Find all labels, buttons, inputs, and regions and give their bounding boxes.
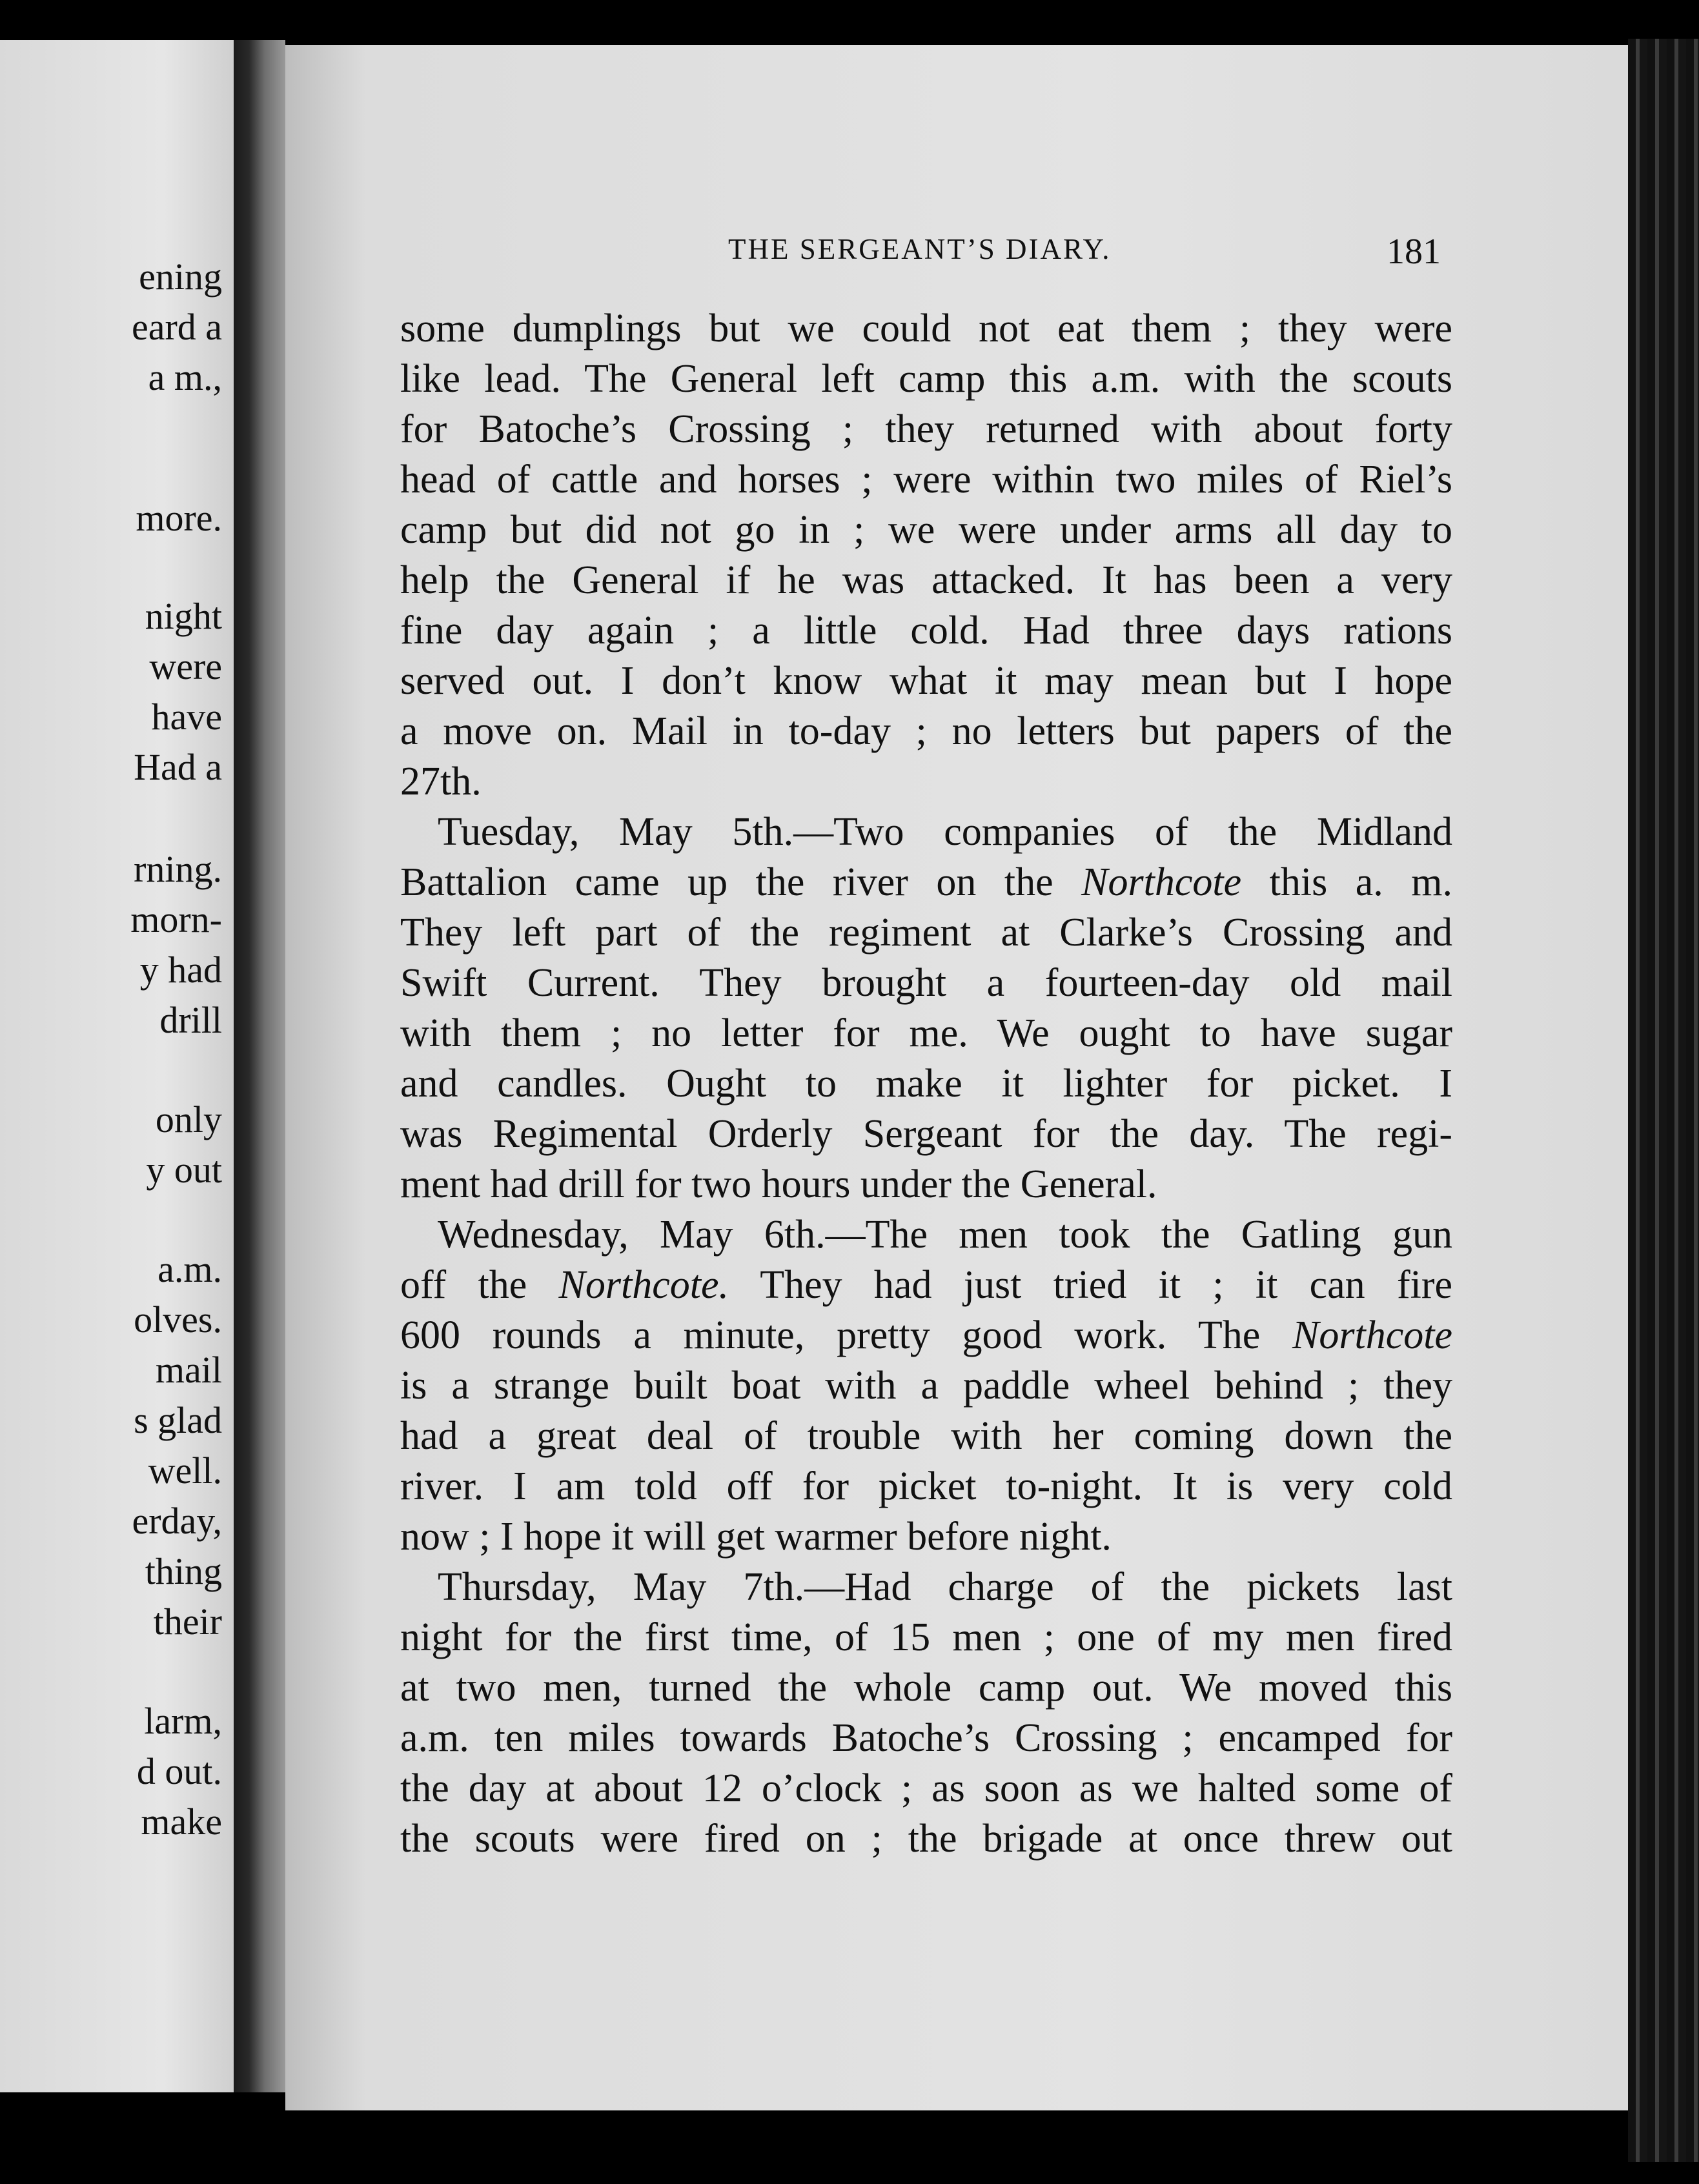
text-line: Battalion came up the river on the Northcote this a. m. (400, 860, 1452, 904)
text-line: like lead. The General left camp this a.m. with the scouts (400, 357, 1452, 401)
facing-page-line: a.m. (158, 1248, 222, 1290)
text-line: Swift Current. They brought a fourteen-day old mail (400, 961, 1452, 1005)
facing-page-line: drill (159, 999, 222, 1041)
facing-page-line: make (141, 1801, 222, 1843)
text-line: 600 rounds a minute, pretty good work. The Northcote (400, 1313, 1452, 1357)
text-line: had a great deal of trouble with her coming down the (400, 1414, 1452, 1458)
running-title: THE SERGEANT’S DIARY. (728, 233, 1112, 265)
text-line: at two men, turned the whole camp out. We moved this (400, 1666, 1452, 1710)
text-line: the scouts were fired on ; the brigade at once threw out (400, 1817, 1452, 1861)
text-line: for Batoche’s Crossing ; they returned with about forty (400, 407, 1452, 451)
facing-page-line: erday, (132, 1500, 222, 1542)
facing-page-line: Had a (134, 746, 222, 788)
facing-page-line: larm, (144, 1700, 222, 1742)
facing-page-line: their (153, 1601, 222, 1643)
facing-page-line: only (155, 1098, 222, 1140)
facing-page-line: a m., (148, 356, 222, 398)
ship-name: Northcote (1081, 860, 1242, 904)
text-line: camp but did not go in ; we were under arms all day to (400, 508, 1452, 552)
facing-page-line: rning. (134, 848, 222, 890)
facing-page-line: ening (139, 256, 222, 298)
facing-page-line: thing (145, 1550, 222, 1592)
text-line: off the Northcote. They had just tried it ; it can fire (400, 1263, 1453, 1307)
text-line: 27th. (400, 760, 482, 804)
text-line: the day at about 12 o’clock ; as soon as we halted some of (400, 1766, 1452, 1810)
text-line: was Regimental Orderly Sergeant for the day. The regi- (400, 1112, 1452, 1156)
text-line: with them ; no letter for me. We ought to have sugar (400, 1011, 1452, 1055)
facing-page-fragment (0, 40, 234, 2092)
text-line: fine day again ; a little cold. Had three days rations (400, 609, 1452, 652)
text-line: served out. I don’t know what it may mean but I hope (400, 659, 1452, 703)
text-line: is a strange built boat with a paddle wheel behind ; they (400, 1364, 1452, 1408)
text-line: a.m. ten miles towards Batoche’s Crossing ; encamped for (400, 1716, 1452, 1760)
text-line: help the General if he was attacked. It has been a very (400, 558, 1452, 602)
page-number: 181 (1387, 232, 1441, 272)
facing-page-line: y had (139, 949, 222, 991)
facing-page-line: s glad (134, 1399, 222, 1441)
facing-page-line: morn- (130, 898, 222, 940)
facing-page-line: eard a (131, 306, 222, 348)
entry-thursday-may-7: Thursday, May 7th.—Had charge of the pickets last (438, 1565, 1452, 1609)
facing-page-line: d out. (136, 1750, 222, 1792)
entry-tuesday-may-5: Tuesday, May 5th.—Two companies of the Midland (438, 810, 1452, 854)
ship-name: Northcote (1292, 1313, 1452, 1357)
text-line: now ; I hope it will get warmer before night. (400, 1515, 1112, 1559)
facing-page-line: more. (136, 497, 222, 539)
book-gutter (234, 40, 285, 2092)
facing-page-line: have (151, 696, 222, 738)
text-line: some dumplings but we could not eat them ; they were (400, 307, 1452, 350)
text-line: They left part of the regiment at Clarke’s Crossing and (400, 911, 1452, 955)
diary-text (400, 303, 1452, 1864)
text-line: night for the first time, of 15 men ; one of my men fired (400, 1615, 1452, 1659)
ship-name: Northcote. (558, 1263, 729, 1307)
text-line: and candles. Ought to make it lighter for picket. I (400, 1062, 1452, 1106)
facing-page-line: mail (155, 1349, 222, 1391)
text-line: ment had drill for two hours under the General. (400, 1162, 1157, 1206)
text-line: head of cattle and horses ; were within two miles of Riel’s (400, 458, 1452, 501)
facing-page-line: well. (148, 1450, 222, 1491)
facing-page-line: were (149, 645, 222, 687)
text-line: a move on. Mail in to-day ; no letters but papers of the (400, 709, 1452, 753)
page-edge (1628, 39, 1699, 2162)
facing-page-line: night (145, 595, 222, 637)
facing-page-line: olves. (134, 1299, 222, 1340)
text-line: river. I am told off for picket to-night. It is very cold (400, 1464, 1452, 1508)
entry-wednesday-may-6: Wednesday, May 6th.—The men took the Gatling gun (438, 1213, 1452, 1257)
facing-page-line: y out (146, 1149, 222, 1191)
